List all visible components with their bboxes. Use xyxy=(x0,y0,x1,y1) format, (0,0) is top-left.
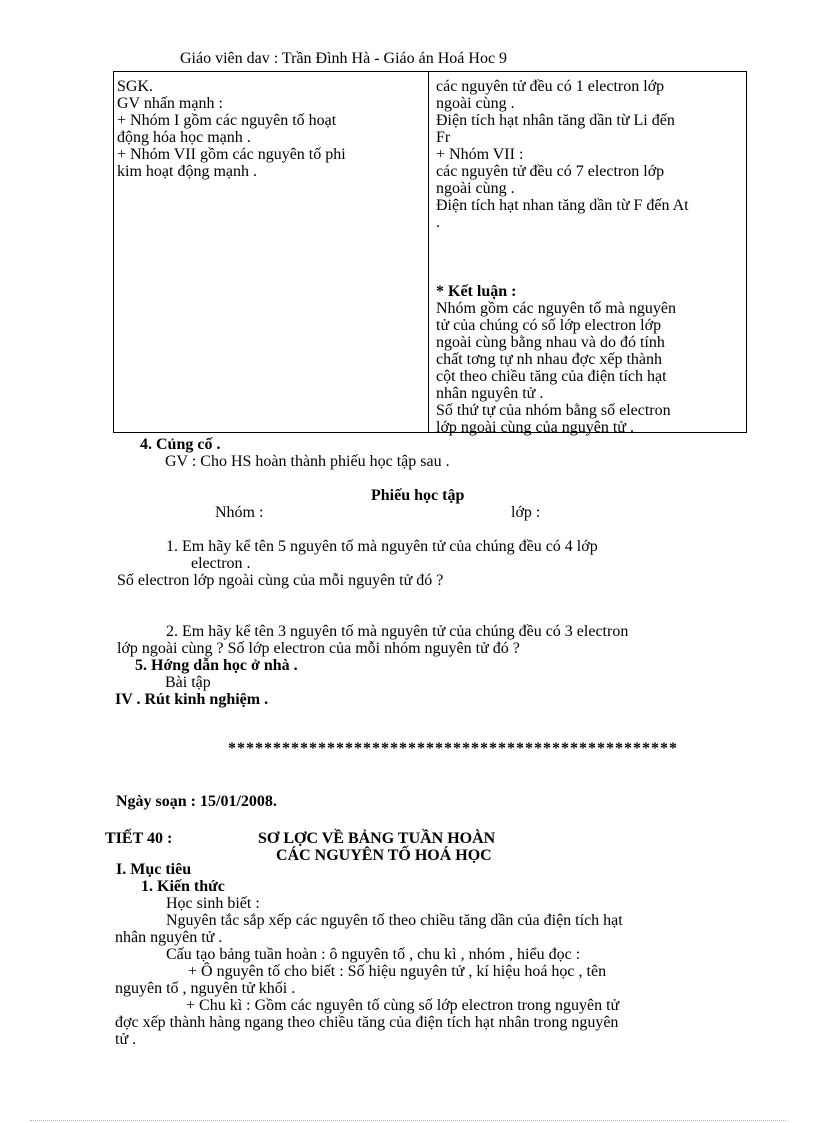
lesson-label: TIẾT 40 : xyxy=(105,830,173,847)
conclusion-line: cột theo chiều tăng của điện tích hạt xyxy=(436,368,667,385)
objectives-line: + Chu kì : Gồm các nguyên tố cùng số lớp electron trong nguyên tử xyxy=(186,997,620,1014)
question-1-line-1: 1. Em hãy kể tên 5 nguyên tố mà nguyên tử của chúng đều có 4 lớp xyxy=(166,538,598,555)
question-1-line-2: electron . xyxy=(191,555,251,572)
conclusion-line: ngoài cùng bằng nhau và do đó tính xyxy=(436,334,665,351)
table-right-line: Fr xyxy=(436,129,451,146)
table-right-cell xyxy=(436,78,689,231)
objectives-heading: I. Mục tiêu xyxy=(116,861,192,878)
page-header: Giáo viên dav : Trần Đình Hà - Giáo án Hoá Hoc 9 xyxy=(180,50,508,67)
table-right-line: ngoài cùng . xyxy=(436,180,515,197)
lesson-title-line-1: SƠ LỢC VỀ BẢNG TUẦN HOÀN xyxy=(258,830,496,847)
table-left-line: + Nhóm VII gồm các nguyên tố phi xyxy=(117,146,346,163)
objectives-line: + Ô nguyên tố cho biết : Số hiệu nguyên tử , kí hiệu hoá học , tên xyxy=(188,963,607,980)
section-4-title: 4. Củng cố . xyxy=(140,436,221,453)
objectives-line: nguyên tố , nguyên tử khối . xyxy=(115,980,296,997)
table-right-line: + Nhóm VII : xyxy=(436,146,524,163)
worksheet-class-label: lớp : xyxy=(511,504,541,521)
conclusion-line: Số thứ tự của nhóm bằng số electron xyxy=(436,402,671,419)
table-right-line: Điện tích hạt nhân tăng dần từ Li đến xyxy=(436,112,675,129)
table-right-line: . xyxy=(436,214,440,231)
table-right-line: ngoài cùng . xyxy=(436,95,515,112)
objectives-line: đợc xếp thành hàng ngang theo chiều tăng của điện tích hạt nhân trong nguyên xyxy=(115,1014,619,1031)
question-2-line-2: lớp ngoài cùng ? Số lớp electron của mỗi nhóm nguyên tử đó ? xyxy=(117,640,520,657)
conclusion-line: tử của chúng có số lớp electron lớp xyxy=(436,317,662,334)
table-left-line: kim hoạt động mạnh . xyxy=(117,163,257,180)
conclusion-title: * Kết luận : xyxy=(436,283,517,300)
page-bottom-rule xyxy=(30,1120,786,1121)
objectives-subheading: 1. Kiến thức xyxy=(141,878,225,895)
section-5-line: Bài tập xyxy=(165,674,211,691)
separator: ************************************************** xyxy=(228,740,678,757)
objectives-line: tử . xyxy=(115,1031,137,1048)
question-1-line-3: Số electron lớp ngoài cùng của mỗi nguyên tử đó ? xyxy=(117,572,444,589)
objectives-line: Cấu tạo bảng tuần hoàn : ô nguyên tố , chu kì , nhóm , hiểu đọc : xyxy=(166,946,581,963)
lesson-title-line-2: CÁC NGUYÊN TỐ HOÁ HỌC xyxy=(276,847,492,864)
table-left-line: GV nhấn mạnh : xyxy=(117,95,223,112)
table-right-line: các nguyên tử đều có 7 electron lớp xyxy=(436,163,665,180)
question-2-line-1: 2. Em hãy kể tên 3 nguyên tố mà nguyên tử của chúng đều có 3 electron xyxy=(166,623,629,640)
section-5-title: 5. Hớng dẫn học ở nhà . xyxy=(135,657,298,674)
objectives-line: Học sinh biết : xyxy=(166,895,260,912)
conclusion-block xyxy=(436,283,676,436)
section-iv-title: IV . Rút kinh nghiệm . xyxy=(115,691,269,708)
table-right-line: các nguyên tử đều có 1 electron lớp xyxy=(436,78,665,95)
table-left-line: + Nhóm I gồm các nguyên tố hoạt xyxy=(117,112,337,129)
table-divider xyxy=(428,71,429,433)
conclusion-line: Nhóm gồm các nguyên tố mà nguyên xyxy=(436,300,676,317)
section-4-line: GV : Cho HS hoàn thành phiếu học tập sau . xyxy=(165,453,450,470)
objectives-line: Nguyên tắc sắp xếp các nguyên tố theo chiều tăng dần của điện tích hạt xyxy=(166,912,623,929)
objectives-line: nhân nguyên tử . xyxy=(115,929,223,946)
worksheet-group-label: Nhóm : xyxy=(215,504,264,521)
table-right-line: Điện tích hạt nhan tăng dần từ F đến At xyxy=(436,197,689,214)
table-left-line: SGK. xyxy=(117,78,154,95)
table-left-cell xyxy=(117,78,346,180)
worksheet-title: Phiếu học tập xyxy=(371,487,465,504)
conclusion-line: chất tơng tự nh nhau đợc xếp thành xyxy=(436,351,662,368)
conclusion-line: lớp ngoài cùng của nguyên tử . xyxy=(436,419,634,436)
date-line: Ngày soạn : 15/01/2008. xyxy=(116,793,277,810)
conclusion-line: nhân nguyên tử . xyxy=(436,385,544,402)
table-left-line: động hóa học mạnh . xyxy=(117,129,251,146)
